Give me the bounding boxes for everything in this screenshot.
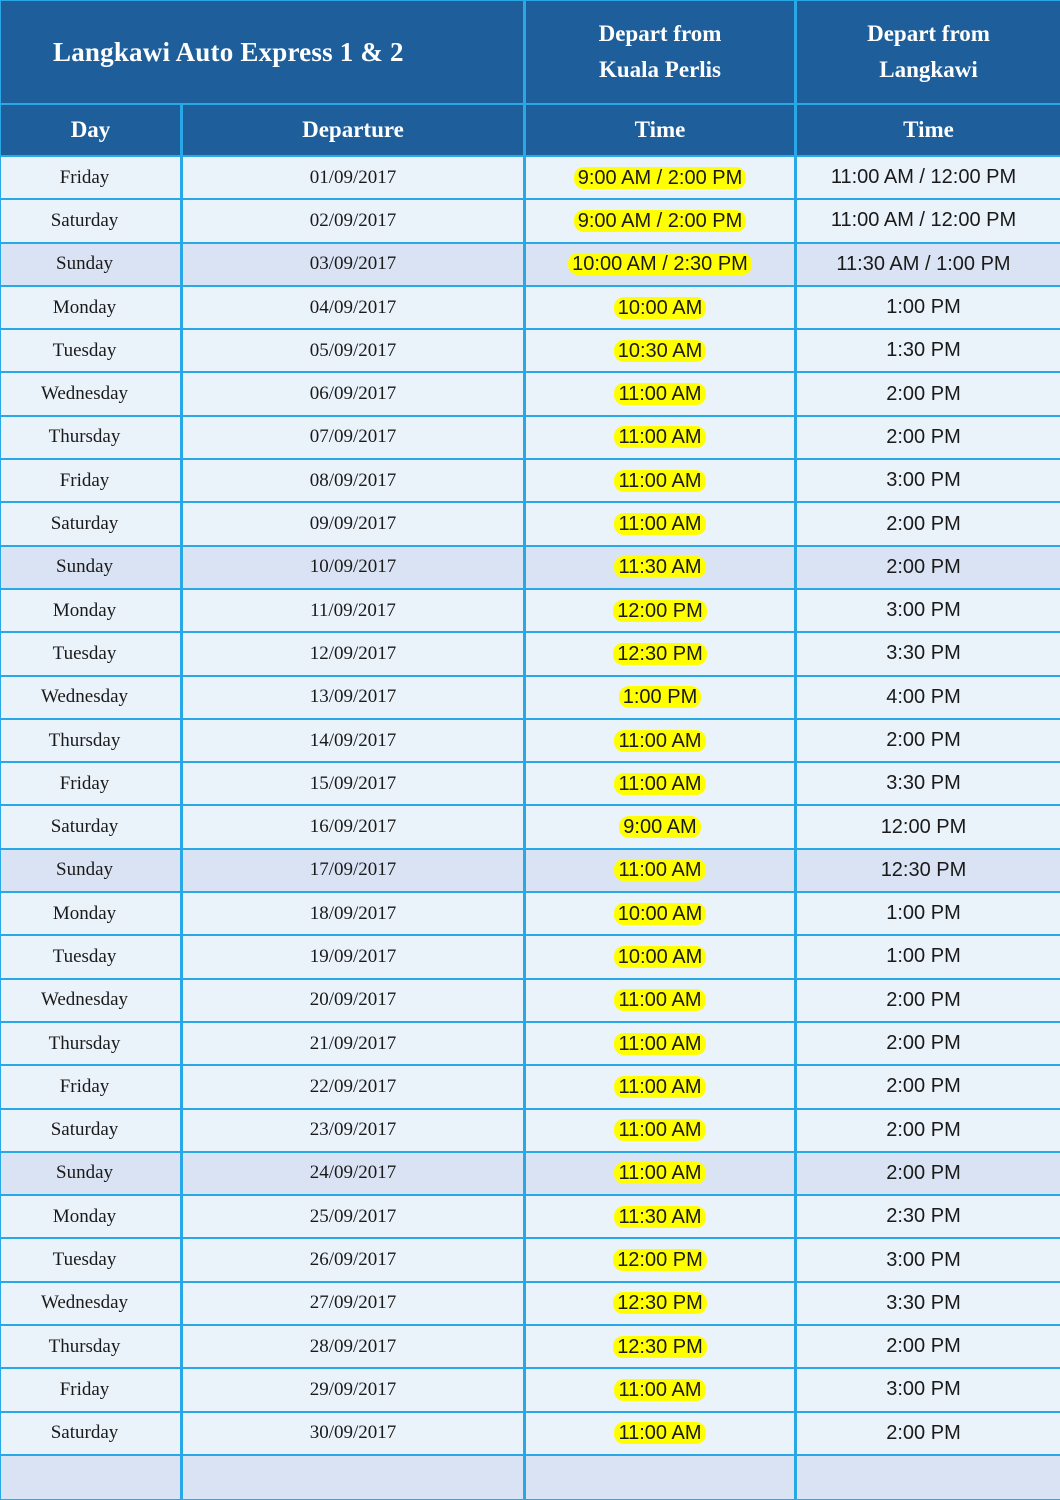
langkawi-time-text: 3:30 PM (886, 642, 961, 665)
table-cell-kuala-perlis-time (526, 763, 794, 804)
table-cell-kuala-perlis-time (526, 806, 794, 847)
table-cell-date: 04/09/2017 (183, 287, 523, 328)
table-cell-day (1, 330, 180, 371)
day-text: Saturday (50, 816, 119, 838)
day-text: Sunday (56, 556, 113, 578)
table-cell-day (1, 1066, 180, 1107)
empty-cell (797, 1456, 1060, 1499)
langkawi-time-text: 2:00 PM (886, 1032, 961, 1055)
table-cell-kuala-perlis-time (526, 720, 794, 761)
table-cell-kuala-perlis-time (526, 373, 794, 414)
table-cell-date: 18/09/2017 (183, 893, 523, 934)
table-cell-langkawi-time (797, 1369, 1060, 1410)
day-text: Thursday (48, 729, 121, 751)
table-cell-day (1, 1023, 180, 1064)
langkawi-time-text: 2:00 PM (886, 555, 961, 578)
langkawi-time-text: 2:00 PM (886, 1421, 961, 1444)
highlighted-time: 11:00 AM (614, 1119, 705, 1141)
table-cell-day (1, 460, 180, 501)
langkawi-time-text: 1:30 PM (886, 339, 961, 362)
table-cell-day (1, 417, 180, 458)
highlighted-time: 12:30 PM (613, 1292, 707, 1314)
langkawi-header (797, 1, 1060, 103)
day-text: Friday (59, 469, 110, 491)
table-cell-date: 11/09/2017 (183, 590, 523, 631)
langkawi-time-text: 12:00 PM (880, 815, 967, 838)
empty-cell (1, 1456, 180, 1499)
day-text: Saturday (50, 209, 119, 231)
day-text: Tuesday (52, 945, 117, 967)
table-cell-langkawi-time (797, 720, 1060, 761)
kuala-perlis-header-line1: Depart from (598, 21, 722, 46)
table-cell-date: 17/09/2017 (183, 850, 523, 891)
langkawi-header-line1: Depart from (867, 21, 990, 46)
highlighted-time: 12:30 PM (613, 1336, 707, 1358)
langkawi-time-text: 3:00 PM (886, 1378, 961, 1401)
table-cell-kuala-perlis-time (526, 1369, 794, 1410)
table-cell-date: 06/09/2017 (183, 373, 523, 414)
langkawi-time-text: 2:00 PM (886, 1335, 961, 1358)
day-text: Wednesday (40, 686, 129, 708)
day-text: Sunday (56, 253, 113, 275)
table-cell-day (1, 1196, 180, 1237)
table-cell-kuala-perlis-time (526, 200, 794, 241)
table-cell-kuala-perlis-time (526, 1239, 794, 1280)
langkawi-time-text: 2:00 PM (886, 425, 961, 448)
table-cell-day (1, 244, 180, 285)
day-text: Monday (52, 599, 117, 621)
table-cell-day (1, 1326, 180, 1367)
table-cell-day (1, 157, 180, 198)
table-cell-kuala-perlis-time (526, 1153, 794, 1194)
langkawi-time-text: 2:00 PM (886, 1161, 961, 1184)
highlighted-time: 11:00 AM (614, 426, 705, 448)
langkawi-time-text: 2:00 PM (886, 729, 961, 751)
table-cell-date: 16/09/2017 (183, 806, 523, 847)
kuala-perlis-header (526, 1, 794, 103)
highlighted-time: 10:00 AM (614, 946, 707, 968)
table-cell-date: 25/09/2017 (183, 1196, 523, 1237)
table-cell-day (1, 806, 180, 847)
empty-cell (183, 1456, 523, 1499)
table-cell-langkawi-time (797, 1413, 1060, 1454)
langkawi-time-text: 1:00 PM (886, 902, 961, 925)
day-text: Tuesday (52, 339, 117, 361)
langkawi-time-text: 11:00 AM / 12:00 PM (830, 166, 1017, 189)
table-cell-langkawi-time (797, 503, 1060, 544)
table-cell-date: 27/09/2017 (183, 1283, 523, 1324)
table-cell-kuala-perlis-time (526, 850, 794, 891)
table-cell-day (1, 1413, 180, 1454)
highlighted-time: 1:00 PM (619, 686, 701, 708)
table-cell-kuala-perlis-time (526, 633, 794, 674)
langkawi-time-text: 12:30 PM (880, 858, 967, 881)
table-cell-date: 03/09/2017 (183, 244, 523, 285)
day-text: Friday (59, 1075, 110, 1097)
table-cell-kuala-perlis-time (526, 936, 794, 977)
langkawi-time-text: 3:30 PM (886, 772, 961, 795)
highlighted-time: 10:00 AM (614, 903, 707, 925)
table-cell-langkawi-time (797, 330, 1060, 371)
langkawi-time-text: 11:00 AM / 12:00 PM (830, 209, 1017, 232)
highlighted-time: 11:00 AM (614, 773, 705, 795)
column-header-day: Day (1, 105, 180, 155)
table-cell-date: 12/09/2017 (183, 633, 523, 674)
langkawi-time-text: 4:00 PM (886, 685, 961, 708)
kuala-perlis-header-line2: Kuala Perlis (598, 57, 722, 82)
highlighted-time: 11:00 AM (614, 383, 705, 405)
langkawi-time-text: 2:00 PM (886, 512, 961, 535)
highlighted-time: 11:00 AM (614, 1162, 705, 1184)
table-cell-langkawi-time (797, 1283, 1060, 1324)
table-cell-langkawi-time (797, 806, 1060, 847)
day-text: Monday (52, 902, 117, 924)
highlighted-time: 9:00 AM / 2:00 PM (574, 167, 747, 189)
highlighted-time: 12:00 PM (613, 600, 707, 622)
table-cell-langkawi-time (797, 1153, 1060, 1194)
table-cell-kuala-perlis-time (526, 1326, 794, 1367)
langkawi-time-text: 2:30 PM (886, 1205, 961, 1228)
day-text: Friday (59, 772, 110, 794)
table-cell-kuala-perlis-time (526, 590, 794, 631)
table-cell-day (1, 1110, 180, 1151)
schedule-title: Langkawi Auto Express 1 & 2 (1, 1, 523, 103)
table-cell-langkawi-time (797, 244, 1060, 285)
table-cell-kuala-perlis-time (526, 1196, 794, 1237)
table-cell-day (1, 1369, 180, 1410)
day-text: Wednesday (40, 383, 129, 405)
table-cell-kuala-perlis-time (526, 460, 794, 501)
table-cell-langkawi-time (797, 893, 1060, 934)
langkawi-time-text: 1:00 PM (886, 945, 961, 968)
langkawi-time-text: 2:00 PM (886, 1118, 961, 1141)
highlighted-time: 10:00 AM (614, 297, 707, 319)
langkawi-time-text: 2:00 PM (886, 1075, 961, 1098)
table-cell-date: 01/09/2017 (183, 157, 523, 198)
table-cell-day (1, 893, 180, 934)
table-cell-kuala-perlis-time (526, 1283, 794, 1324)
table-cell-kuala-perlis-time (526, 330, 794, 371)
table-cell-date: 09/09/2017 (183, 503, 523, 544)
day-text: Saturday (50, 1119, 119, 1141)
langkawi-header-line2: Langkawi (879, 57, 978, 82)
highlighted-time: 10:00 AM / 2:30 PM (568, 253, 752, 275)
table-cell-date: 13/09/2017 (183, 677, 523, 718)
table-cell-langkawi-time (797, 417, 1060, 458)
day-text: Thursday (48, 426, 121, 448)
langkawi-time-text: 2:00 PM (886, 988, 961, 1011)
table-cell-langkawi-time (797, 1239, 1060, 1280)
table-cell-langkawi-time (797, 1066, 1060, 1107)
table-cell-date: 24/09/2017 (183, 1153, 523, 1194)
table-cell-kuala-perlis-time (526, 1023, 794, 1064)
table-cell-kuala-perlis-time (526, 547, 794, 588)
day-text: Sunday (56, 1162, 113, 1184)
day-text: Thursday (48, 1032, 121, 1054)
table-cell-day (1, 936, 180, 977)
table-cell-day (1, 677, 180, 718)
table-cell-kuala-perlis-time (526, 417, 794, 458)
table-cell-kuala-perlis-time (526, 677, 794, 718)
highlighted-time: 11:00 AM (614, 1076, 705, 1098)
highlighted-time: 12:00 PM (613, 1249, 707, 1271)
table-cell-day (1, 850, 180, 891)
highlighted-time: 11:00 AM (614, 1379, 705, 1401)
table-cell-day (1, 633, 180, 674)
table-cell-day (1, 1283, 180, 1324)
table-cell-langkawi-time (797, 1023, 1060, 1064)
day-text: Friday (59, 166, 110, 188)
langkawi-time-text: 3:00 PM (886, 599, 961, 622)
day-text: Thursday (48, 1335, 121, 1357)
table-cell-date: 26/09/2017 (183, 1239, 523, 1280)
highlighted-time: 11:00 AM (614, 1033, 705, 1055)
table-cell-date: 07/09/2017 (183, 417, 523, 458)
table-cell-day (1, 200, 180, 241)
column-header-departure: Departure (183, 105, 523, 155)
table-cell-kuala-perlis-time (526, 1413, 794, 1454)
table-cell-day (1, 720, 180, 761)
table-cell-langkawi-time (797, 1110, 1060, 1151)
table-cell-date: 20/09/2017 (183, 980, 523, 1021)
table-cell-kuala-perlis-time (526, 287, 794, 328)
table-cell-date: 30/09/2017 (183, 1413, 523, 1454)
highlighted-time: 11:00 AM (614, 859, 705, 881)
table-cell-date: 14/09/2017 (183, 720, 523, 761)
table-cell-kuala-perlis-time (526, 1066, 794, 1107)
table-cell-day (1, 547, 180, 588)
table-cell-kuala-perlis-time (526, 503, 794, 544)
table-cell-langkawi-time (797, 373, 1060, 414)
table-cell-langkawi-time (797, 850, 1060, 891)
table-cell-langkawi-time (797, 980, 1060, 1021)
day-text: Friday (59, 1378, 110, 1400)
highlighted-time: 11:00 AM (614, 1422, 705, 1444)
langkawi-time-text: 3:30 PM (886, 1291, 961, 1314)
highlighted-time: 9:00 AM / 2:00 PM (574, 210, 747, 232)
table-cell-date: 23/09/2017 (183, 1110, 523, 1151)
day-text: Wednesday (40, 1292, 129, 1314)
table-cell-date: 22/09/2017 (183, 1066, 523, 1107)
highlighted-time: 10:30 AM (614, 340, 707, 362)
table-cell-day (1, 1239, 180, 1280)
day-text: Wednesday (40, 989, 129, 1011)
table-cell-date: 02/09/2017 (183, 200, 523, 241)
table-cell-langkawi-time (797, 157, 1060, 198)
table-cell-kuala-perlis-time (526, 1110, 794, 1151)
table-cell-date: 21/09/2017 (183, 1023, 523, 1064)
highlighted-time: 11:30 AM (614, 1206, 705, 1228)
langkawi-time-text: 1:00 PM (886, 296, 961, 319)
table-cell-date: 19/09/2017 (183, 936, 523, 977)
day-text: Monday (52, 1205, 117, 1227)
table-cell-date: 15/09/2017 (183, 763, 523, 804)
day-text: Saturday (50, 1422, 119, 1444)
table-cell-langkawi-time (797, 1326, 1060, 1367)
table-cell-kuala-perlis-time (526, 244, 794, 285)
table-cell-langkawi-time (797, 547, 1060, 588)
table-cell-day (1, 1153, 180, 1194)
table-cell-day (1, 763, 180, 804)
table-cell-langkawi-time (797, 936, 1060, 977)
langkawi-time-text: 3:00 PM (886, 469, 961, 492)
langkawi-time-text: 2:00 PM (886, 382, 961, 405)
table-cell-langkawi-time (797, 763, 1060, 804)
day-text: Tuesday (52, 642, 117, 664)
table-cell-kuala-perlis-time (526, 157, 794, 198)
table-cell-day (1, 980, 180, 1021)
table-cell-date: 08/09/2017 (183, 460, 523, 501)
day-text: Tuesday (52, 1249, 117, 1271)
table-cell-kuala-perlis-time (526, 893, 794, 934)
day-text: Monday (52, 296, 117, 318)
table-cell-langkawi-time (797, 1196, 1060, 1237)
highlighted-time: 11:00 AM (614, 513, 705, 535)
highlighted-time: 11:00 AM (614, 470, 705, 492)
table-cell-date: 10/09/2017 (183, 547, 523, 588)
highlighted-time: 12:30 PM (613, 643, 707, 665)
day-text: Saturday (50, 513, 119, 535)
table-cell-day (1, 503, 180, 544)
table-cell-langkawi-time (797, 200, 1060, 241)
table-cell-kuala-perlis-time (526, 980, 794, 1021)
column-header-time-kuala-perlis: Time (526, 105, 794, 155)
table-cell-langkawi-time (797, 633, 1060, 674)
table-cell-date: 28/09/2017 (183, 1326, 523, 1367)
highlighted-time: 11:30 AM (614, 556, 705, 578)
table-cell-date: 05/09/2017 (183, 330, 523, 371)
table-cell-langkawi-time (797, 460, 1060, 501)
highlighted-time: 9:00 AM (619, 816, 700, 838)
highlighted-time: 11:00 AM (614, 989, 705, 1011)
langkawi-time-text: 11:30 AM / 1:00 PM (836, 252, 1011, 275)
highlighted-time: 11:00 AM (614, 730, 705, 752)
table-cell-day (1, 590, 180, 631)
table-cell-langkawi-time (797, 590, 1060, 631)
column-header-time-langkawi: Time (797, 105, 1060, 155)
table-cell-langkawi-time (797, 677, 1060, 718)
table-cell-langkawi-time (797, 287, 1060, 328)
table-cell-date: 29/09/2017 (183, 1369, 523, 1410)
langkawi-time-text: 3:00 PM (886, 1248, 961, 1271)
empty-cell (526, 1456, 794, 1499)
day-text: Sunday (56, 859, 113, 881)
table-cell-day (1, 373, 180, 414)
table-cell-day (1, 287, 180, 328)
